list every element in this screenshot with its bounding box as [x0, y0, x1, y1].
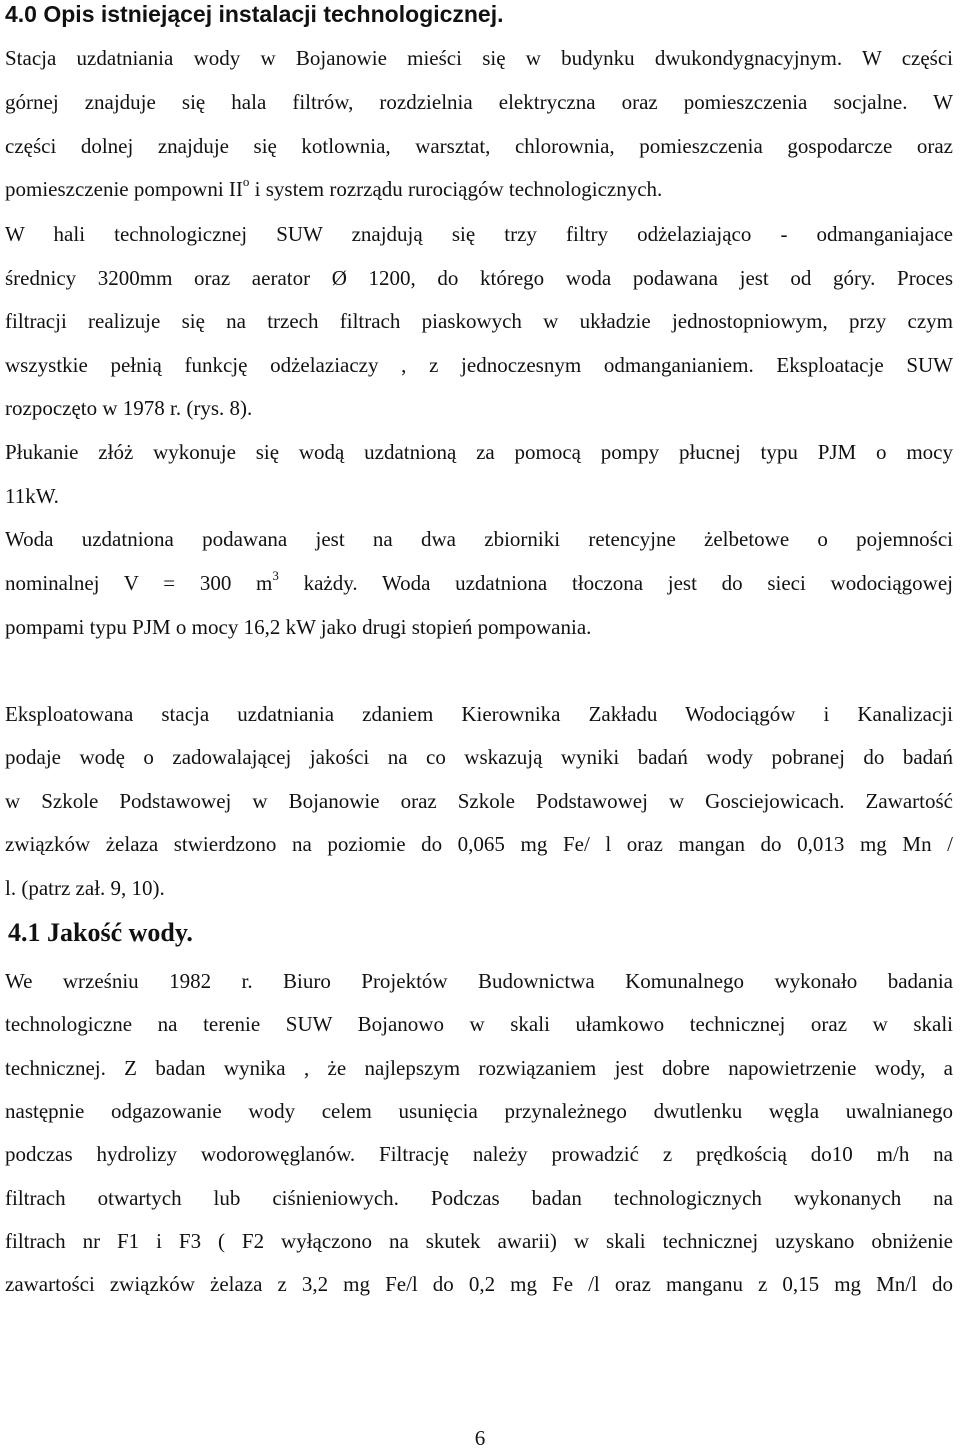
paragraph-line: W hali technologicznej SUW znajdują się trzy filtry odżelaziająco - odmanganiajace: [5, 222, 953, 246]
text-fragment: nominalnej V = 300 m: [5, 571, 273, 595]
paragraph-line: technicznej. Z badan wynika , że najlepszym rozwiązaniem jest dobre napowietrzenie wody, a: [5, 1056, 953, 1080]
paragraph-line: następnie odgazowanie wody celem usunięcia przynależnego dwutlenku węgla uwalnianego: [5, 1099, 953, 1123]
paragraph-line: filtrach otwartych lub ciśnieniowych. Podczas badan technologicznych wykonanych na: [5, 1186, 953, 1210]
superscript: o: [242, 174, 250, 189]
paragraph-line: związków żelaza stwierdzono na poziomie do 0,065 mg Fe/ l oraz mangan do 0,013 mg Mn /: [5, 832, 953, 856]
paragraph-line: średnicy 3200mm oraz aerator Ø 1200, do którego woda podawana jest od góry. Proces: [5, 266, 953, 290]
section-heading: 4.0 Opis istniejącej instalacji technologicznej.: [5, 1, 504, 27]
paragraph-line: filtracji realizuje się na trzech filtrach piaskowych w układzie jednostopniowym, przy czym: [5, 309, 953, 333]
paragraph-line: technologiczne na terenie SUW Bojanowo w skali ułamkowo technicznej oraz w skali: [5, 1012, 953, 1036]
page-number: 6: [474, 1426, 486, 1450]
paragraph-line: [5, 175, 953, 203]
paragraph-line: [5, 569, 953, 597]
text-fragment: każdy. Woda uzdatniona tłoczona jest do sieci wodociągowej: [278, 571, 953, 595]
paragraph-line: filtrach nr F1 i F3 ( F2 wyłączono na skutek awarii) w skali technicznej uzyskano obniżenie: [5, 1229, 953, 1253]
paragraph-line: rozpoczęto w 1978 r. (rys. 8).: [5, 396, 253, 420]
paragraph-line: We wrześniu 1982 r. Biuro Projektów Budownictwa Komunalnego wykonało badania: [5, 969, 953, 993]
paragraph-line: Woda uzdatniona podawana jest na dwa zbiorniki retencyjne żelbetowe o pojemności: [5, 527, 953, 551]
paragraph-line: w Szkole Podstawowej w Bojanowie oraz Szkole Podstawowej w Gosciejowicach. Zawartość: [5, 789, 953, 813]
text-fragment: i system rozrządu rurociągów technologicznych.: [249, 177, 663, 201]
paragraph-line: Płukanie złóż wykonuje się wodą uzdatnioną za pomocą pompy płucnej typu PJM o mocy: [5, 440, 953, 464]
paragraph-line: podaje wodę o zadowalającej jakości na co wskazują wyniki badań wody pobranej do badań: [5, 745, 953, 769]
paragraph-line: wszystkie pełnią funkcję odżelaziaczy , z jednoczesnym odmanganianiem. Eksploatacje SUW: [5, 353, 953, 377]
paragraph-line: pompami typu PJM o mocy 16,2 kW jako drugi stopień pompowania.: [5, 615, 592, 639]
paragraph-line: Stacja uzdatniania wody w Bojanowie mieści się w budynku dwukondygnacyjnym. W części: [5, 46, 953, 70]
paragraph-line: górnej znajduje się hala filtrów, rozdzielnia elektryczna oraz pomieszczenia socjalne. W: [5, 90, 953, 114]
text-fragment: pomieszczenie pompowni II: [5, 177, 243, 201]
paragraph-line: 11kW.: [5, 484, 59, 508]
paragraph-line: l. (patrz zał. 9, 10).: [5, 876, 165, 900]
superscript: 3: [272, 568, 279, 583]
paragraph-line: części dolnej znajduje się kotlownia, warsztat, chlorownia, pomieszczenia gospodarcze oraz: [5, 134, 953, 158]
paragraph-line: zawartości związków żelaza z 3,2 mg Fe/l do 0,2 mg Fe /l oraz manganu z 0,15 mg Mn/l do: [5, 1272, 953, 1296]
paragraph-line: podczas hydrolizy wodorowęglanów. Filtrację należy prowadzić z prędkością do10 m/h na: [5, 1142, 953, 1166]
paragraph-line: Eksploatowana stacja uzdatniania zdaniem Kierownika Zakładu Wodociągów i Kanalizacji: [5, 702, 953, 726]
subsection-heading: 4.1 Jakość wody.: [8, 918, 193, 947]
